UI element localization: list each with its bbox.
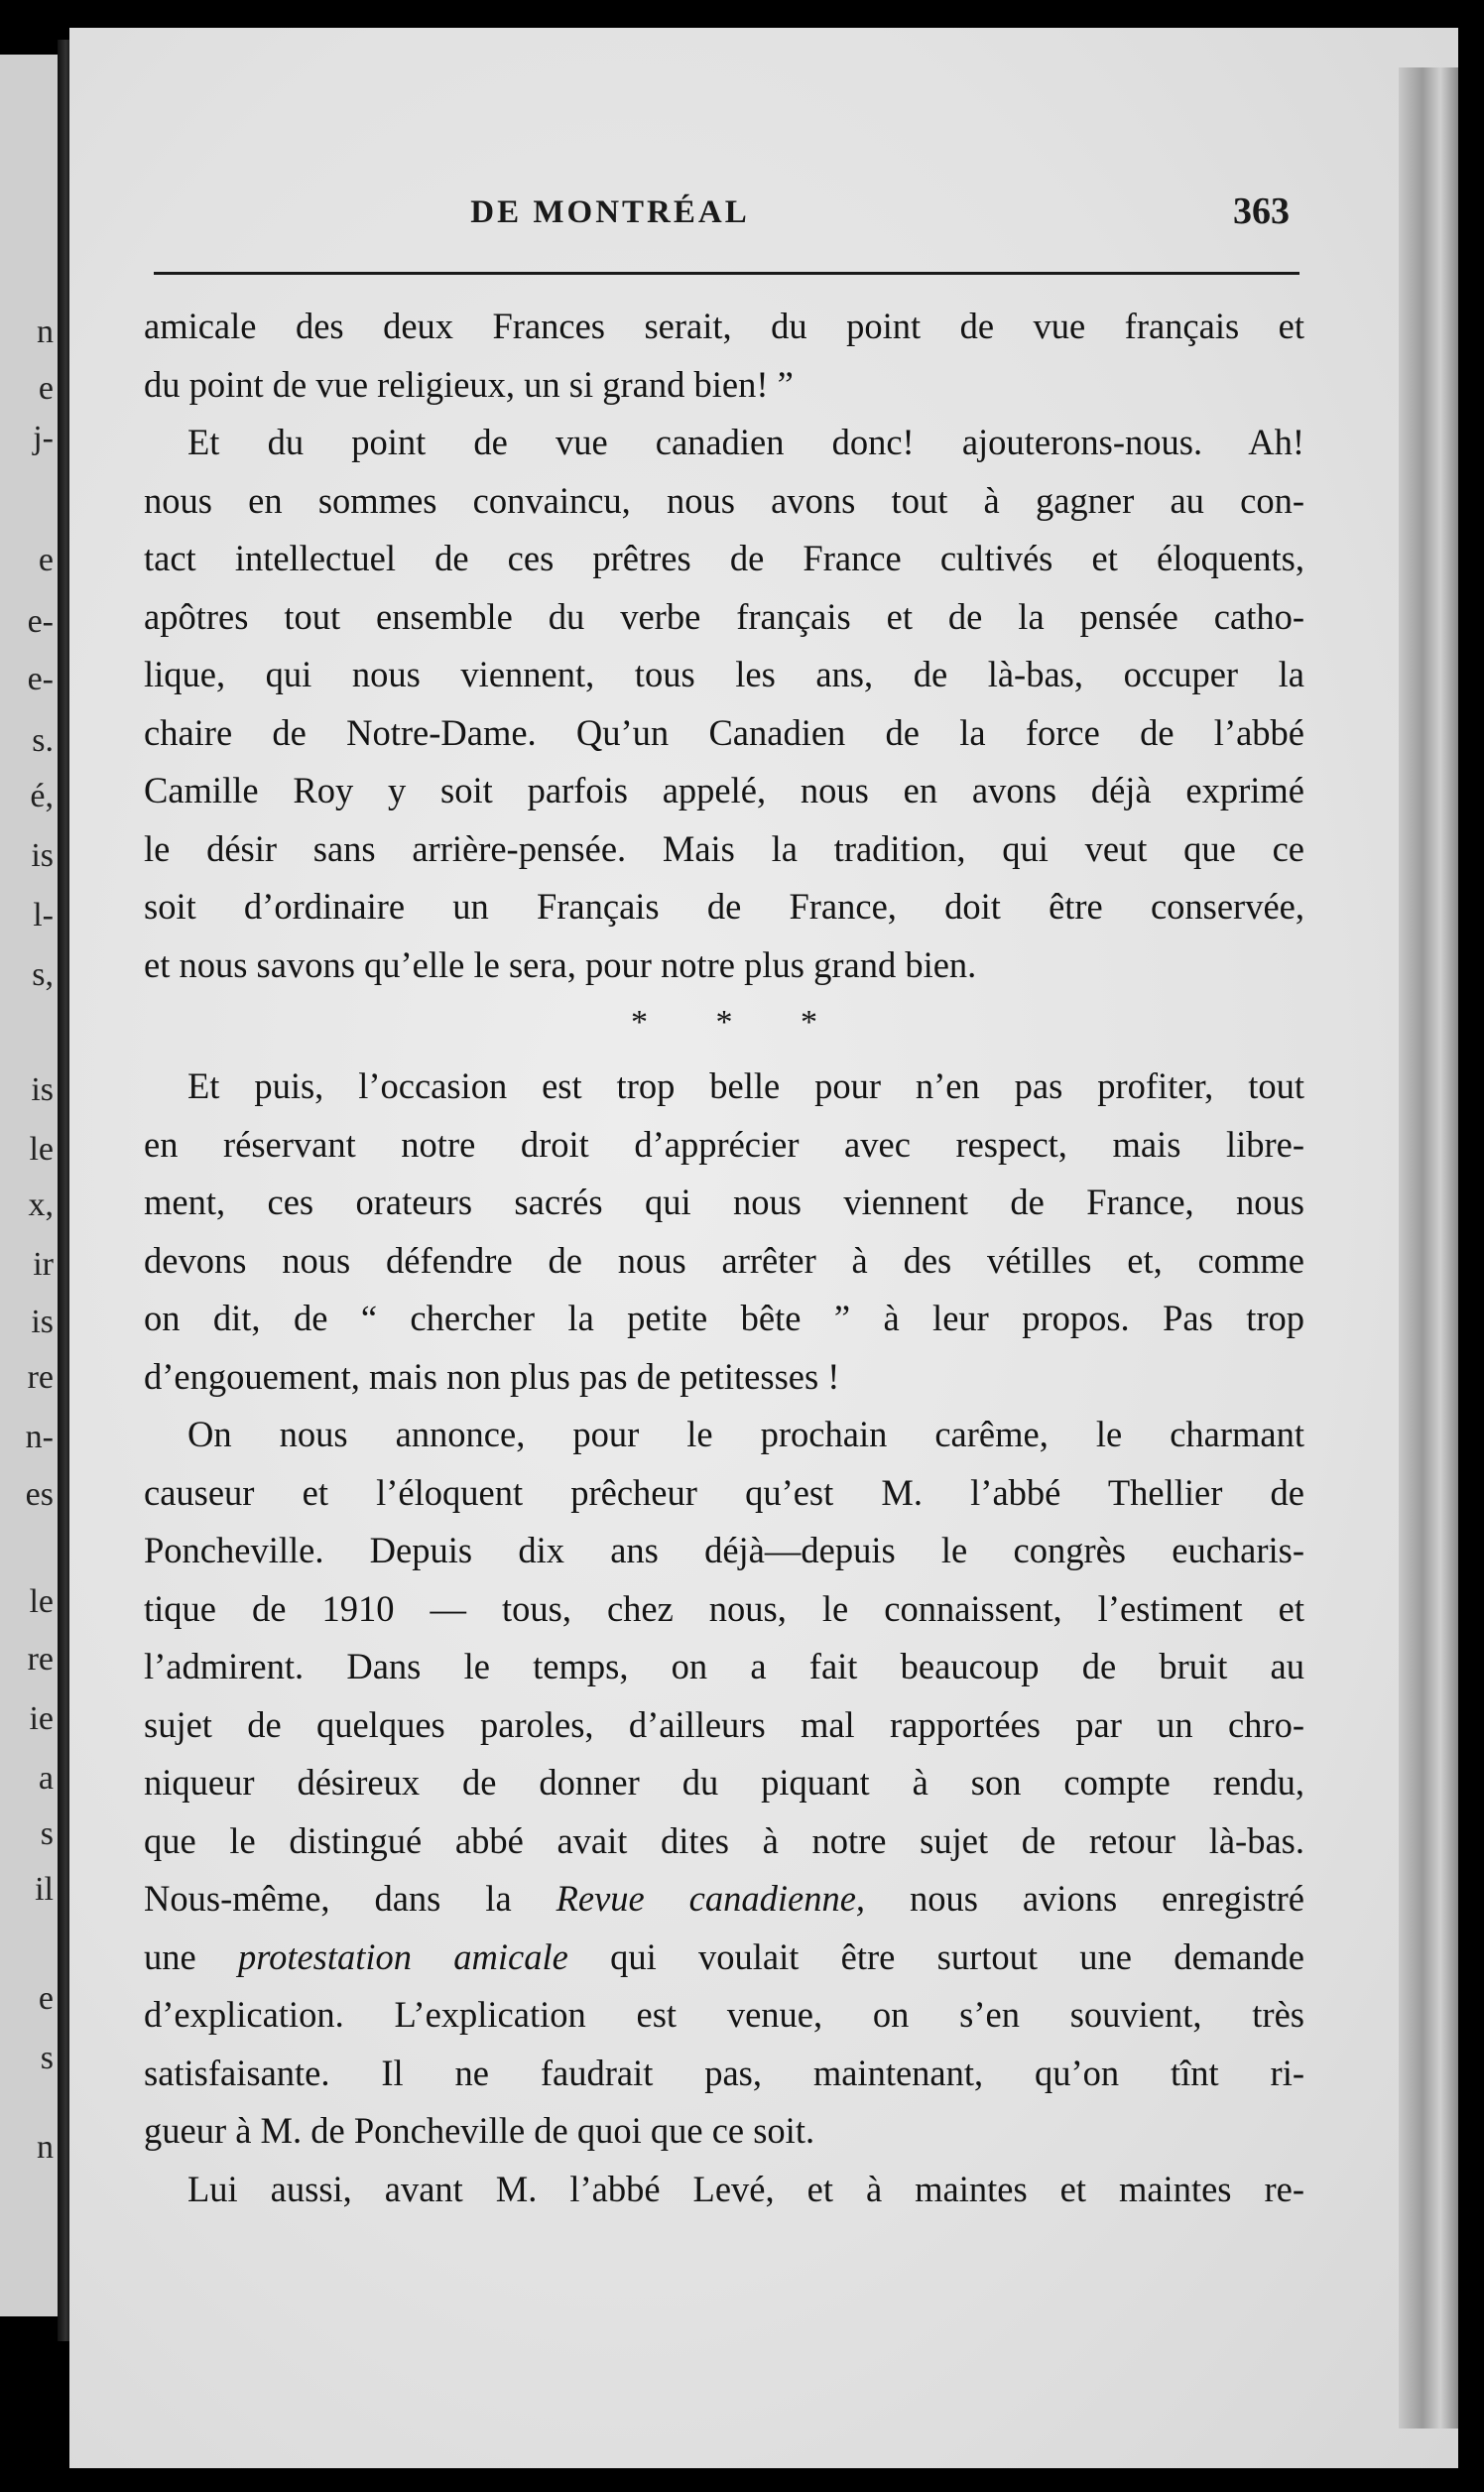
text-line: nous en sommes convaincu, nous avons tout à gagner au con- bbox=[144, 479, 1304, 521]
text-line: Lui aussi, avant M. l’abbé Levé, et à maintes et maintes re- bbox=[187, 2168, 1304, 2209]
text-span: qui voulait être surtout une demande bbox=[567, 1935, 1304, 1977]
text-line: que le distingué abbé avait dites à notre sujet de retour là-bas. bbox=[144, 1819, 1304, 1861]
facing-page-fragment: s bbox=[40, 2040, 54, 2076]
facing-page-fragment: ie bbox=[29, 1700, 54, 1737]
facing-page-fragment: is bbox=[31, 1071, 54, 1108]
paragraph bbox=[144, 2161, 1304, 2219]
italic-phrase: protestation amicale bbox=[237, 1935, 568, 1977]
paragraph bbox=[144, 1058, 1304, 1406]
text-line: niqueur désireux de donner du piquant à son compte rendu, bbox=[144, 1762, 1304, 1803]
facing-page-fragment: il bbox=[35, 1871, 54, 1908]
text-line: on dit, de “ chercher la petite bête ” à leur propos. Pas trop bbox=[144, 1298, 1304, 1338]
facing-page-fragment: le bbox=[29, 1131, 54, 1168]
text-span: une bbox=[144, 1935, 238, 1977]
text-line: causeur et l’éloquent prêcheur qu’est M. l’abbé Thellier de bbox=[144, 1471, 1304, 1513]
text-line: tact intellectuel de ces prêtres de France cultivés et éloquents, bbox=[144, 538, 1304, 578]
paragraph bbox=[144, 298, 1304, 414]
header-rule bbox=[154, 272, 1299, 275]
text-line: chaire de Notre-Dame. Qu’un Canadien de la force de l’abbé bbox=[144, 711, 1304, 753]
text-line: du point de vue religieux, un si grand bien! ” bbox=[144, 363, 794, 405]
text-line: soit d’ordinaire un Français de France, doit être conservée, bbox=[144, 886, 1304, 927]
text-line: ment, ces orateurs sacrés qui nous viennent de France, nous bbox=[144, 1182, 1304, 1222]
facing-page-fragment: is bbox=[31, 837, 54, 874]
text-line: en réservant notre droit d’apprécier avec respect, mais libre- bbox=[144, 1123, 1304, 1165]
facing-page-fragment: é, bbox=[30, 778, 54, 814]
facing-page-fragment: es bbox=[25, 1476, 54, 1513]
facing-page-fragment: e- bbox=[27, 603, 54, 640]
text-line: satisfaisante. Il ne faudrait pas, maintenant, qu’on tînt ri- bbox=[144, 2052, 1304, 2093]
text-span: nous avions enregistré bbox=[865, 1878, 1304, 1919]
facing-page-fragment: s. bbox=[32, 722, 54, 759]
facing-page-fragment: ir bbox=[33, 1246, 54, 1283]
page-number: 363 bbox=[1233, 190, 1290, 232]
section-separator: * * * bbox=[631, 1004, 847, 1041]
text-line: d’explication. L’explication est venue, on s’en souvient, très bbox=[144, 1994, 1304, 2035]
text-line: l’admirent. Dans le temps, on a fait beaucoup de bruit au bbox=[144, 1646, 1304, 1686]
facing-page-fragment: n bbox=[37, 313, 54, 350]
paragraph bbox=[144, 1406, 1304, 2161]
facing-page-fragment: e bbox=[38, 1980, 54, 2017]
page-body bbox=[144, 298, 1304, 2218]
facing-page-fragment: a bbox=[38, 1760, 54, 1797]
text-line: Camille Roy y soit parfois appelé, nous en avons déjà exprimé bbox=[144, 770, 1304, 810]
text-line: devons nous défendre de nous arrêter à des vétilles et, comme bbox=[144, 1239, 1304, 1281]
text-line: tique de 1910 — tous, chez nous, le connaissent, l’estiment et bbox=[144, 1587, 1304, 1629]
facing-page-fragment: re bbox=[27, 1641, 54, 1678]
text-line: On nous annonce, pour le prochain carême, le charmant bbox=[187, 1414, 1304, 1454]
text-line: d’engouement, mais non plus pas de petitesses ! bbox=[144, 1355, 840, 1397]
facing-page-fragment: s, bbox=[32, 956, 54, 993]
facing-page-fragment: e bbox=[38, 370, 54, 407]
text-line: gueur à M. de Poncheville de quoi que ce soit. bbox=[144, 2110, 815, 2151]
facing-page-fragment: e bbox=[38, 542, 54, 578]
facing-page-fragment: x, bbox=[28, 1186, 54, 1223]
text-line: et nous savons qu’elle le sera, pour notre plus grand bien. bbox=[144, 943, 977, 985]
page-edges bbox=[1399, 67, 1458, 2429]
facing-page-fragment: e- bbox=[27, 661, 54, 697]
text-line: sujet de quelques paroles, d’ailleurs mal rapportées par un chro- bbox=[144, 1703, 1304, 1745]
facing-page-fragment: n bbox=[37, 2129, 54, 2166]
facing-page-fragment: j- bbox=[33, 420, 54, 456]
text-line: lique, qui nous viennent, tous les ans, de là-bas, occuper la bbox=[144, 654, 1304, 694]
paragraph bbox=[144, 414, 1304, 994]
running-title: DE MONTRÉAL bbox=[470, 194, 750, 230]
text-line bbox=[144, 1870, 1304, 1929]
book-page bbox=[69, 28, 1458, 2468]
facing-page-fragment: l- bbox=[33, 897, 54, 934]
text-line: Et puis, l’occasion est trop belle pour n’en pas profiter, tout bbox=[187, 1065, 1304, 1106]
text-line: le désir sans arrière-pensée. Mais la tradition, qui veut que ce bbox=[144, 827, 1304, 869]
text-line: Et du point de vue canadien donc! ajouterons-nous. Ah! bbox=[187, 422, 1304, 462]
text-line bbox=[144, 1929, 1304, 1987]
facing-page-fragment: n- bbox=[25, 1419, 54, 1455]
facing-page-fragment: re bbox=[27, 1359, 54, 1396]
text-line: amicale des deux Frances serait, du point de vue français et bbox=[144, 306, 1304, 346]
text-line: Poncheville. Depuis dix ans déjà—depuis le congrès eucharis- bbox=[144, 1530, 1304, 1570]
italic-title: Revue canadienne, bbox=[556, 1878, 866, 1919]
text-span: Nous-même, dans la bbox=[144, 1878, 556, 1919]
facing-page-fragment: s bbox=[40, 1815, 54, 1852]
facing-page-fragment: le bbox=[29, 1583, 54, 1620]
facing-page-fragment: is bbox=[31, 1304, 54, 1340]
text-line: apôtres tout ensemble du verbe français et de la pensée catho- bbox=[144, 595, 1304, 637]
